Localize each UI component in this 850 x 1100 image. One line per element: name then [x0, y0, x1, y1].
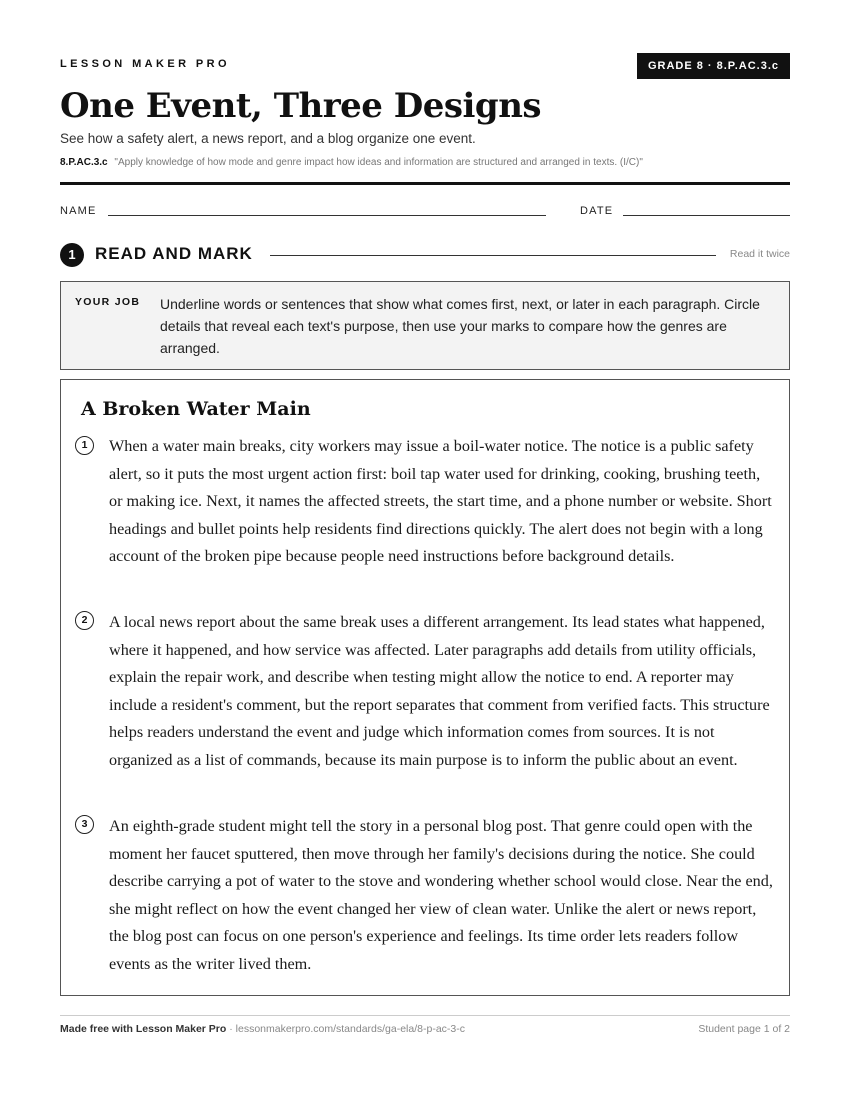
job-instructions-box — [60, 281, 790, 370]
section-number-badge: 1 — [60, 243, 84, 267]
standard-line — [60, 157, 643, 168]
footer-credit — [60, 1023, 465, 1035]
worksheet-page — [60, 0, 790, 1100]
name-field[interactable] — [108, 215, 546, 216]
paragraph-number-2: 2 — [75, 611, 94, 630]
reading-passage — [60, 379, 790, 996]
standard-code: 8.P.AC.3.c — [60, 157, 108, 168]
header-divider — [60, 182, 790, 185]
paragraph-3: An eighth-grade student might tell the story in a personal blog post. That genre could open with the moment her faucet sputtered, then move through her family's decisions during the notice. She could describe carrying a pot of water to the stove and wondering whether school would close. Near the end, she might reflect on how the event changed her view of clean water. Unlike the alert or news report, the blog post can focus on one person's experience and feelings. Its time order lets readers follow events as the writer lived them. — [109, 817, 773, 973]
section-title: READ AND MARK — [95, 244, 253, 263]
date-label: DATE — [580, 205, 614, 217]
paragraph-1: When a water main breaks, city workers may issue a boil-water notice. The notice is a public safety alert, so it puts the most urgent action first: boil tap water used for drinking, cooking, brushing teeth, or making ice. Next, it names the affected streets, the start time, and a phone number or website. Short headings and bullet points help residents find directions quickly. The alert does not begin with a long account of the broken pipe because people need instructions before background details. — [109, 437, 772, 565]
passage-title: A Broken Water Main — [81, 398, 311, 420]
paragraph-number-1: 1 — [75, 436, 94, 455]
footer-url[interactable]: · lessonmakerpro.com/standards/ga-ela/8-p-ac-3-c — [226, 1023, 465, 1035]
name-label: NAME — [60, 205, 97, 217]
footer-divider — [60, 1015, 790, 1016]
standard-text: "Apply knowledge of how mode and genre impact how ideas and information are structured and arranged in texts. (I/C)" — [114, 157, 643, 168]
job-text: Underline words or sentences that show what comes first, next, or later in each paragraph. Circle details that reveal each text's purpose, then use your marks to compare how the genres are arranged. — [160, 296, 760, 356]
date-field[interactable] — [623, 215, 790, 216]
page-title: One Event, Three Designs — [60, 86, 542, 126]
section-divider — [270, 255, 716, 256]
page-subtitle: See how a safety alert, a news report, and a blog organize one event. — [60, 131, 476, 146]
grade-badge: GRADE 8 · 8.P.AC.3.c — [637, 53, 790, 79]
brand-name: LESSON MAKER PRO — [60, 58, 230, 70]
footer-made-with: Made free with Lesson Maker Pro — [60, 1023, 227, 1035]
job-label: YOUR JOB — [75, 296, 141, 308]
footer-page-number: Student page 1 of 2 — [698, 1023, 790, 1035]
section-note: Read it twice — [729, 248, 790, 260]
paragraph-2: A local news report about the same break uses a different arrangement. Its lead states what happened, where it happened, and how service was affected. Later paragraphs add details from utility officials, explain the repair work, and describe when testing might allow the notice to end. A reporter may include a resident's comment, but the report separates that comment from verified facts. This structure helps readers understand the event and judge which information comes from sources. It is not organized as a list of commands, because its main purpose is to inform the public about an event. — [109, 613, 770, 769]
paragraph-number-3: 3 — [75, 815, 94, 834]
